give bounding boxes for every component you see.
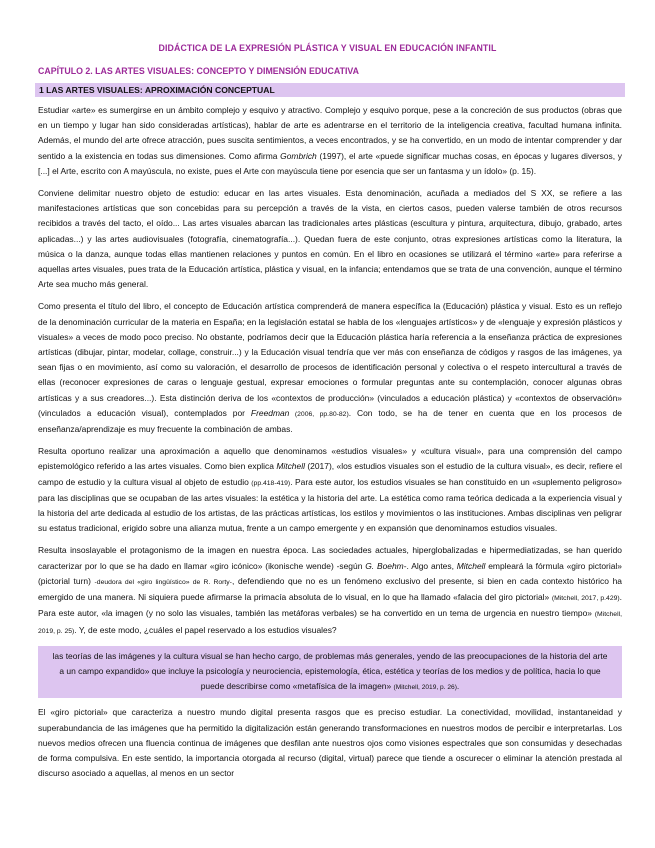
section-heading-bar	[35, 83, 625, 97]
text: . Para este autor, «la imagen (y no solo las visuales, también las metáforas verbales) se ha convertido en un tema de urgencia en nuestro tiempo»	[38, 592, 623, 619]
text: Resulta insoslayable el protagonismo de la imagen en nuestra época. Las sociedades actuales, hiperglobalizadas e hipermediatizadas, se han querido caracterizar por lo que se ha dado en llamar «giro icónico» (ikonische wende) -según	[38, 545, 622, 571]
paragraph-3	[38, 299, 622, 437]
reference: (Mitchell, 2019, p. 25)	[38, 611, 622, 635]
reference: -deudora del «giro lingüístico» de R. Rorty-	[94, 578, 232, 586]
section-title: 1 LAS ARTES VISUALES: APROXIMACIÓN CONCEPTUAL	[39, 84, 275, 95]
text: .	[456, 681, 460, 692]
text: Estudiar «arte» es sumergirse en un ámbito complejo y esquivo y atractivo. Complejo y esquivo porque, pese a la concreción de sus productos (obras que en un tiempo y lugar han sido consideradas artísticas), hablar de arte es adentrarse en el territorio de la inteligencia creativa, facultad humana infinita. Además, el mundo del arte ofrece atracción, pues suscita sentimientos, a veces encontrados, y se ha convertido, en un modo de intentar comprender y dar sentido a la existencia en todas sus dimensiones. Como afirma	[38, 105, 622, 161]
reference: (Mitchell, 2017, p.429)	[551, 595, 620, 603]
chapter-title: CAPÍTULO 2. LAS ARTES VISUALES: CONCEPTO Y DIMENSIÓN EDUCATIVA	[38, 66, 359, 76]
paragraph-1	[38, 103, 622, 179]
author-citation: Mitchell	[456, 560, 486, 571]
block-quote	[38, 646, 622, 699]
running-header: DIDÁCTICA DE LA EXPRESIÓN PLÁSTICA Y VISUAL EN EDUCACIÓN INFANTIL	[158, 43, 497, 53]
text: (1997), el arte «puede significar muchas cosas, en épocas y lugares diversos, y [...] el Arte, escrito con A mayúscula, no existe, pues el Arte con mayúscula tiene por esencia que ser un fantasma y un ídolo» (p. 15).	[38, 150, 622, 176]
text: -. Algo antes,	[403, 560, 457, 571]
text: empleará la fórmula «giro pictorial» (pictorial turn)	[38, 560, 622, 586]
reference: (pp.418-419)	[251, 479, 291, 487]
text: Resulta oportuno realizar una aproximación a aquello que denominamos «estudios visuales» y «cultura visual», para una comprensión del campo epistemológico referido a las artes visuales. Como bien explica	[38, 446, 622, 472]
text: . Con todo, se ha de tener en cuenta que en los procesos de enseñanza/aprendizaje es muy frecuente la combinación de ambas.	[38, 407, 622, 435]
paragraph-2: Conviene delimitar nuestro objeto de estudio: educar en las artes visuales. Esta denominación, acuñada a mediados del S XX, se refiere a las manifestaciones artísticas que son concebidas para su percepción a través de la vista, en ciertos casos, pueden valerse también de otros recursos recibidos a través del tacto, el oído... Las artes visuales abarcan las tradicionales artes plásticas (escultura y pintura, arquitectura, dibujo, grabado, artes aplicadas...) y las artes audiovisuales (fotografía, cinematografía...). Quedan fuera de este conjunto, otras expresiones artísticas como la literatura, la música o la danza, aunque todas ellas mantienen relaciones y puntos en común. En el libro en ocasiones se utilizará el término «arte» para referirse a aquellas artes visuales, pues trata de la Educación artística, plástica y visual, en la infancia; entendamos que se trata de una convención, aunque el término Arte sea mucho más general.	[38, 188, 622, 290]
paragraph-4	[38, 444, 622, 536]
body-text	[38, 103, 622, 788]
paragraph-5	[38, 543, 622, 638]
text: . Para este autor, los estudios visuales se han constituido en un «suplemento peligroso» para las disciplinas que se ocupaban de las artes visuales: la estética y la historia del arte. La estética como rama teórica dedicada a la experiencia visual y la historia del arte dedicada al estudio de los artistas, de las prácticas artísticas, los estilos y movimientos o las instituciones. Ambas disciplinas ven peligrar su estatus tradicional, erigido sobre una alianza mutua, frente a un campo emergente y en expansión que denominamos estudios visuales.	[38, 476, 622, 534]
text: . Y, de este modo, ¿cuáles el papel reservado a los estudios visuales?	[74, 624, 337, 635]
author-citation: Mitchell	[276, 461, 305, 472]
text: Como presenta el título del libro, el concepto de Educación artística comprenderá de manera específica la (Educación) plástica y visual. Esto es un reflejo de la denominación curricular de la materia en España; en la legislación estatal se habla de los «lenguajes artísticos» y de «lenguaje y expresión plásticos y visuales» a veces de modo poco preciso. No obstante, podríamos decir que la Educación plástica haría referencia a la enseñanza práctica de expresiones artísticas (dibujar, pintar, modelar, collage, construir...) y la Educación visual tendría que ver más con enseñanza de códigos y rasgos de las imágenes, ya sean fijas o en movimiento, así como su valoración, el desarrollo de procesos de identificación personal y colectiva o el respeto intercultural a través de ellas (reconocer expresiones de caras o lenguaje gestual, expresar emociones o formular preguntas ante su contemplación, conocer algunas obras artísticas y a sus creadores...). Esta distinción deriva de los «contextos de producción» (vinculados a educación plástica) y «contextos de observación» (vinculados a educación visual), contemplados por	[38, 301, 622, 418]
author-citation: G. Boehm	[365, 560, 404, 571]
reference: (Mitchell, 2019, p. 26)	[393, 684, 457, 692]
author-citation: Freedman	[250, 407, 290, 418]
text: (2017), «los estudios visuales son el estudio de la cultura visual», es decir, refiere el campo de estudio y la cultura visual al objeto de estudio	[38, 461, 622, 487]
paragraph-6: El «giro pictorial» que caracteriza a nuestro mundo digital presenta rasgos que es preciso estudiar. La conectividad, movilidad, instantaneidad y superabundancia de las imágenes que ha permitido la digitalización están generando transformaciones en nuestros modos de percibir e interpretarlas. Los nuevos medios ofrecen una fluencia continua de imágenes que desfilan ante nuestros ojos como visiones espectrales que son consumidas y desechadas de forma compulsiva. En este sentido, la importancia otorgada al recurso (digital, virtual) parece que tiende a oscurecer o eliminar la atención prestada al discurso asociado a aquellas, al menos en un sector	[38, 707, 622, 779]
author-citation: Gombrich	[280, 150, 317, 161]
text: , defendiendo que no es un fenómeno exclusivo del presente, si bien en cada contexto histórico ha emergido de una manera. Ni siquiera puede afirmarse la primacía absoluta de lo visual, en lo que ha llamado «falacia del giro pictorial»	[38, 575, 622, 603]
reference: (2006, pp.80-82)	[289, 410, 349, 418]
quote-text: las teorías de las imágenes y la cultura visual se han hecho cargo, de problemas más generales, yendo de las preocupaciones de la historia del arte a un campo expandido» que incluye la psicología y neurociencia, epistemología, ética, estética y teorías de los medios y de política, hacia lo que puede describirse como «metafísica de la imagen»	[52, 650, 608, 692]
